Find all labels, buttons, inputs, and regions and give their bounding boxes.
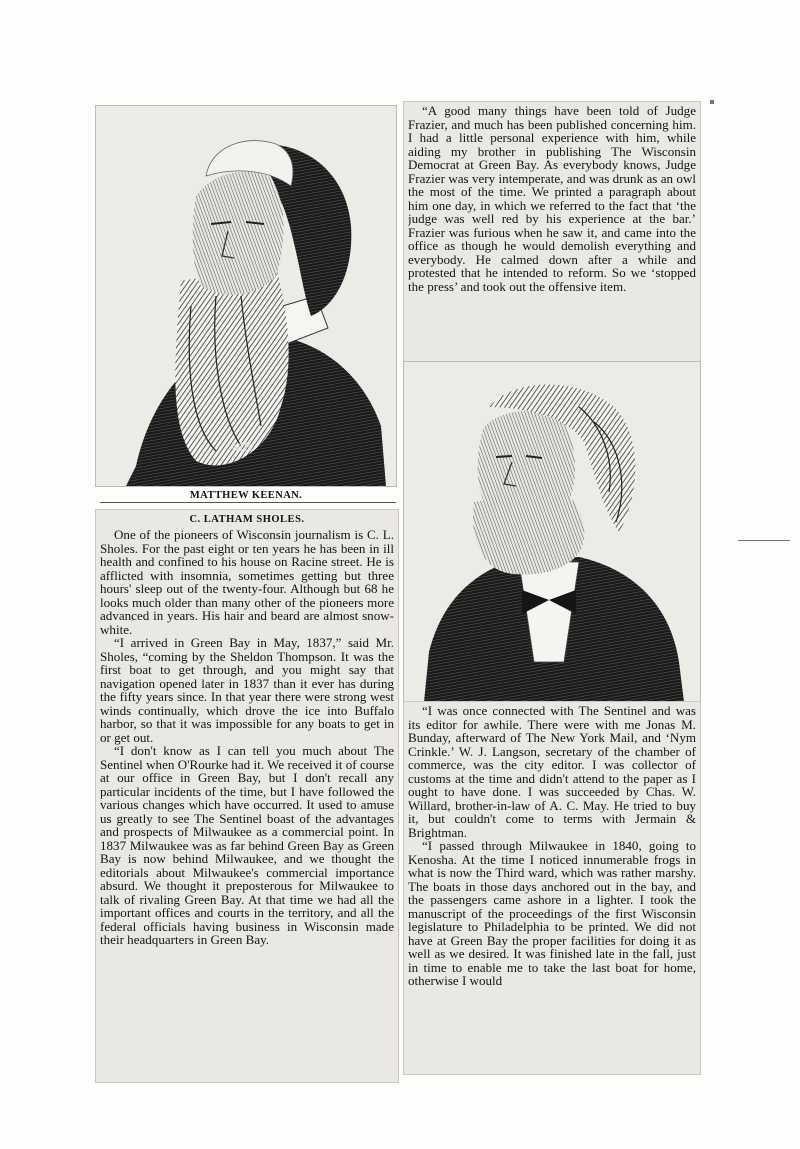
sholes-engraving — [404, 362, 700, 702]
caption-rule — [100, 502, 396, 503]
svg-text:ME: ME — [231, 440, 252, 455]
scan-mark — [710, 100, 714, 104]
left-column-text — [100, 528, 394, 1080]
paragraph: “I passed through Milwaukee in 1840, going to Kenosha. At the time I noticed innumerable frogs in what is now the Third ward, which was rather marshy. The boats in those days anchored out in the bay, and the passengers came ashore in a lighter. I took the manuscript of the proceedings of the first Wisconsin legislature to Philadelphia to be printed. We did not have at Green Bay the proper facilities for doing it as well as we desired. It was finished late in the fall, just in time to enable me to take the last boat for home, otherwise I would — [408, 838, 696, 988]
paragraph: “I was once connected with The Sentinel and was its editor for awhile. There were with me Jonas M. Bunday, afterward of The New York Mail, and ‘Nym Crinkle.’ W. J. Langson, secretary of the chamber of commerce, was the city editor. I was collector of customs at the time and didn't attend to the paper as I ought to have done. I was succeeded by Chas. W. Willard, brother-in-law of A. C. May. He tried to buy it, but couldn't come to terms with Jermain & Brightman. — [408, 704, 696, 840]
paragraph: One of the pioneers of Wisconsin journalism is C. L. Sholes. For the past eight or ten years he has been in ill health and confined to his house on Racine street. He is afflicted with insomnia, sometimes getting but three hours' sleep out of the twenty-four. Although but 68 he looks much older than many other of the pioneers more advanced in years. His hair and beard are almost snow-white. — [100, 528, 394, 637]
article-heading: C. LATHAM SHOLES. — [189, 514, 305, 525]
paragraph: “I arrived in Green Bay in May, 1837,” said Mr. Sholes, “coming by the Sheldon Thompson. It was the first boat to get through, and you might say that navigation opened later in 1837 than it ever has during the fifty years since. In that year there were strong west winds continually, which drove the ice into Buffalo harbor, so that it was impossible for any boats to get in or get out. — [100, 635, 394, 745]
right-top-text — [408, 104, 696, 360]
portrait-caption-keenan: MATTHEW KEENAN. — [189, 490, 303, 501]
right-bottom-text — [408, 704, 696, 1072]
keenan-portrait — [96, 106, 396, 486]
paragraph: “I don't know as I can tell you much about The Sentinel when O'Rourke had it. We received it of course at our office in Green Bay, but I don't recall any particular incidents of the time, but I have followed the various changes which have occurred. It used to amuse us greatly to see The Sentinel boast of the advantages and prospects of Milwaukee as a commercial point. In 1837 Milwaukee was as far behind Green Bay as Green Bay is now behind Milwaukee, and we thought the editorials about Milwaukee's commercial importance absurd. We thought it preposterous for Milwaukee to talk of rivaling Green Bay. At that time we had all the important offices and courts in the territory, and all the federal officials having business in Wisconsin made their headquarters in Green Bay. — [100, 743, 394, 947]
paragraph: “A good many things have been told of Judge Frazier, and much has been published concerning him. I had a little personal experience with him, while aiding my brother in publishing The Wisconsin Democrat at Green Bay. As everybody knows, Judge Frazier was very intemperate, and was drunk as an owl the most of the time. We printed a paragraph about him one day, in which we referred to the fact that ‘the judge was well red by his experience at the bar.’ Frazier was furious when he saw it, and came into the office as though he would demolish everything and everybody. He calmed down after a while and protested that he intended to reform. So we ‘stopped the press’ and took out the offensive item. — [408, 104, 696, 294]
scan-mark — [738, 540, 790, 541]
keenan-engraving — [96, 106, 396, 486]
sholes-portrait — [404, 362, 700, 702]
